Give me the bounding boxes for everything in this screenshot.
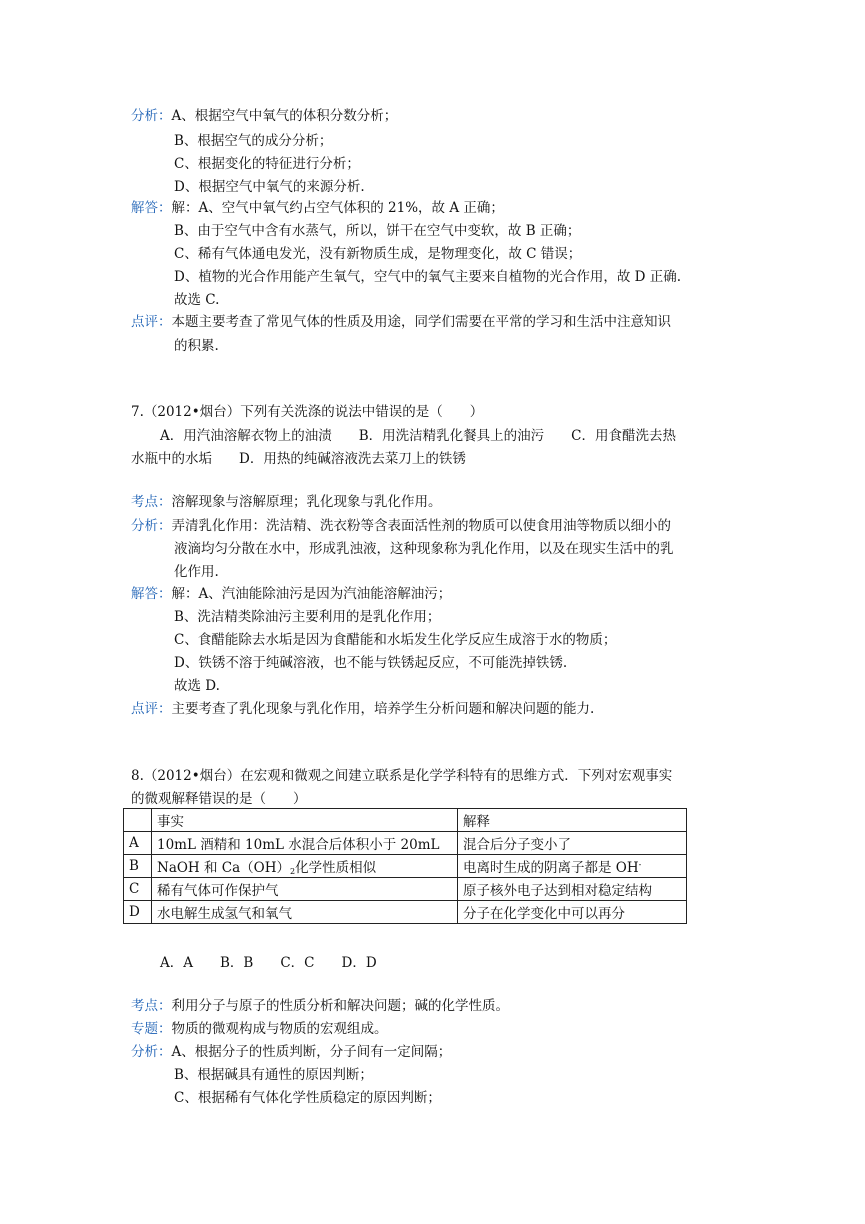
table-cell: 混合后分子变小了	[458, 832, 687, 855]
analysis-text: C、根据稀有气体化学性质稳定的原因判断；	[174, 1090, 441, 1106]
q8-zhuanti-line	[131, 1019, 388, 1039]
zhuanti-label: 专题：	[131, 1021, 172, 1037]
table-header-row	[124, 809, 687, 832]
analysis-label: 分析：	[131, 108, 172, 124]
kaodian-text: 溶解现象与溶解原理；乳化现象与乳化作用。	[171, 494, 442, 510]
table-row	[124, 878, 687, 901]
comment-text: 的积累.	[174, 338, 219, 354]
table-header-cell: 解释	[458, 809, 687, 832]
analysis-text: 液滴均匀分散在水中，形成乳浊液，这种现象称为乳化作用，以及在现实生活中的乳	[174, 541, 674, 557]
q6-analysis-line	[131, 106, 397, 126]
q7-analysis-line	[131, 516, 671, 536]
q7-stem: 7.（2012•烟台）下列有关洗涤的说法中错误的是（ ）	[131, 404, 484, 420]
q7-answer-line	[131, 584, 451, 604]
answer-text: D、植物的光合作用能产生氧气，空气中的氧气主要来自植物的光合作用，故 D 正确.	[174, 269, 682, 285]
analysis-text: C、根据变化的特征进行分析；	[174, 156, 360, 172]
q6-answer-line	[131, 198, 504, 218]
analysis-text: 弄清乳化作用：洗洁精、洗衣粉等含表面活性剂的物质可以使食用油等物质以细小的	[171, 518, 671, 534]
table-row	[124, 855, 687, 878]
table-row	[124, 901, 687, 924]
comment-label: 点评：	[131, 701, 172, 717]
table-cell: A	[124, 832, 152, 855]
answer-text: B、洗洁精类除油污主要利用的是乳化作用；	[174, 609, 441, 625]
fact-text: 化学性质相似	[295, 860, 377, 876]
analysis-text: 化作用.	[174, 564, 219, 580]
analysis-label: 分析：	[131, 518, 172, 534]
analysis-text: A、根据分子的性质判断，分子间有一定间隔；	[171, 1044, 452, 1060]
q7-kaodian-line	[131, 492, 442, 512]
q7-options: A．用汽油溶解衣物上的油渍 B．用洗洁精乳化餐具上的油污 C．用食醋洗去热	[160, 428, 676, 444]
table-cell: B	[124, 855, 152, 878]
table-cell: 水电解生成氢气和氧气	[152, 901, 458, 924]
table-cell: C	[124, 878, 152, 901]
answer-text: 故选 C.	[174, 292, 220, 308]
q8-options: A．A B．B C．C D．D	[160, 955, 377, 971]
comment-text: 主要考查了乳化现象与乳化作用，培养学生分析问题和解决问题的能力.	[171, 701, 595, 717]
table-cell: 10mL 酒精和 10mL 水混合后体积小于 20mL	[152, 832, 458, 855]
kaodian-label: 考点：	[131, 998, 172, 1014]
superscript: -	[638, 860, 642, 869]
q8-kaodian-line	[131, 996, 509, 1016]
answer-text: B、由于空气中含有水蒸气，所以，饼干在空气中变软，故 B 正确；	[174, 223, 581, 239]
table-header-cell	[124, 809, 152, 832]
comment-label: 点评：	[131, 314, 172, 330]
analysis-text: B、根据空气的成分分析；	[174, 133, 333, 149]
answer-label: 解答：	[131, 586, 172, 602]
answer-text: D、铁锈不溶于纯碱溶液，也不能与铁锈起反应，不可能洗掉铁锈.	[174, 655, 568, 671]
answer-text: C、食醋能除去水垢是因为食醋能和水垢发生化学反应生成溶于水的物质；	[174, 632, 617, 648]
answer-text: 解：A、空气中氧气约占空气体积的 21%，故 A 正确；	[171, 200, 504, 216]
q7-options: 水瓶中的水垢 D．用热的纯碱溶液洗去菜刀上的铁锈	[131, 451, 466, 467]
subscript: 2	[290, 867, 296, 876]
answer-text: C、稀有气体通电发光，没有新物质生成，是物理变化，故 C 错误；	[174, 246, 582, 262]
q8-stem: 8.（2012•烟台）在宏观和微观之间建立联系是化学学科特有的思维方式．下列对宏观事实	[131, 768, 673, 784]
table-cell	[458, 855, 687, 878]
answer-text: 解：A、汽油能除油污是因为汽油能溶解油污；	[171, 586, 452, 602]
formula-text: NaOH 和 Ca（OH）	[157, 860, 291, 876]
explain-text: 电离时生成的阴离子都是 OH	[463, 860, 639, 876]
analysis-text: D、根据空气中氧气的来源分析.	[174, 179, 365, 195]
q8-analysis-line	[131, 1042, 451, 1062]
answer-text: 故选 D.	[174, 678, 220, 694]
analysis-label: 分析：	[131, 1044, 172, 1060]
kaodian-label: 考点：	[131, 494, 172, 510]
table-cell	[152, 855, 458, 878]
zhuanti-text: 物质的微观构成与物质的宏观组成。	[171, 1021, 388, 1037]
table-cell: 稀有气体可作保护气	[152, 878, 458, 901]
q6-comment-line	[131, 312, 671, 332]
facts-table	[123, 808, 687, 924]
table-cell: 原子核外电子达到相对稳定结构	[458, 878, 687, 901]
table-cell: D	[124, 901, 152, 924]
q7-comment-line	[131, 699, 594, 719]
table-header-cell: 事实	[152, 809, 458, 832]
q8-stem: 的微观解释错误的是（ ）	[131, 791, 307, 807]
analysis-text: B、根据碱具有通性的原因判断；	[174, 1067, 373, 1083]
kaodian-text: 利用分子与原子的性质分析和解决问题；碱的化学性质。	[171, 998, 509, 1014]
answer-label: 解答：	[131, 200, 172, 216]
comment-text: 本题主要考查了常见气体的性质及用途，同学们需要在平常的学习和生活中注意知识	[171, 314, 671, 330]
table-cell: 分子在化学变化中可以再分	[458, 901, 687, 924]
analysis-text: A、根据空气中氧气的体积分数分析；	[171, 108, 398, 124]
table-row	[124, 832, 687, 855]
